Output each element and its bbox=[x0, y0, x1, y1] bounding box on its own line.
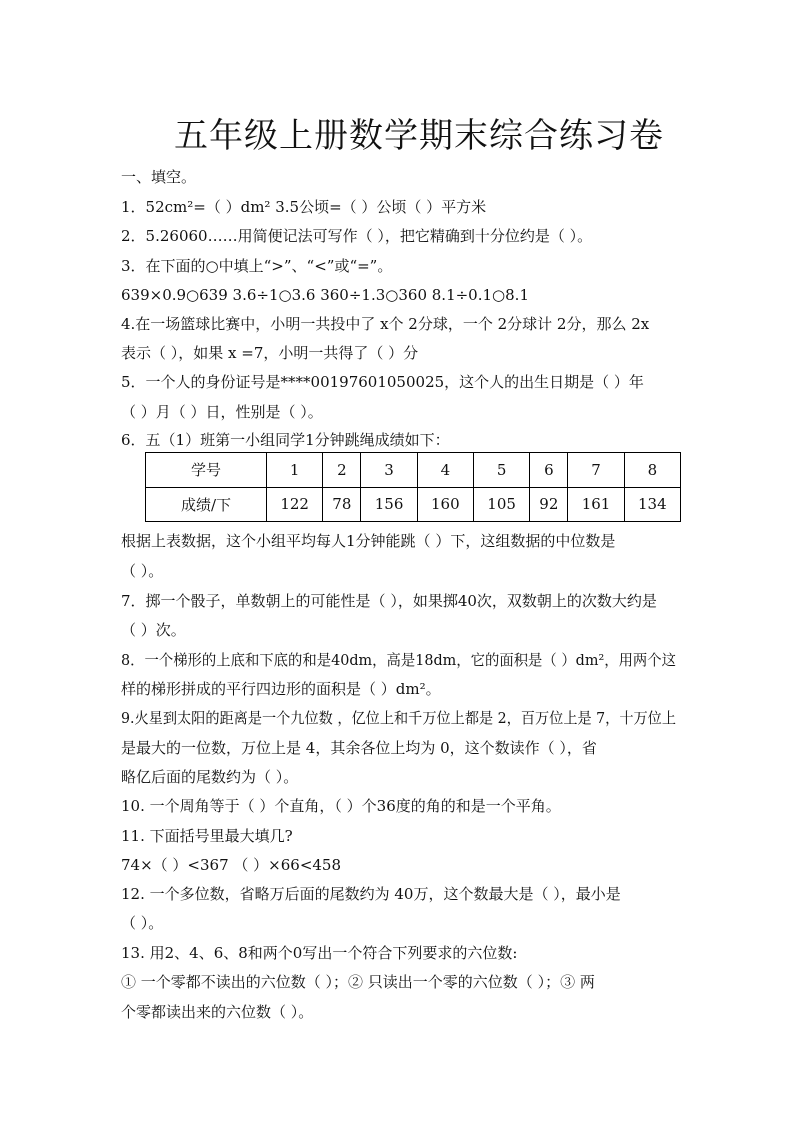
row-label-score: 成绩/下 bbox=[146, 487, 267, 522]
table-cell: 7 bbox=[568, 453, 624, 488]
question-6-line-3: （ ）。 bbox=[121, 562, 164, 580]
question-7-line-2: （ ）次。 bbox=[121, 621, 186, 639]
question-5-line-1: 5．一个人的身份证号是****00197601050025，这个人的出生日期是（ ）年 bbox=[121, 373, 644, 391]
question-13-line-3: 个零都读出来的六位数（ ）。 bbox=[121, 1003, 314, 1021]
question-7-line-1: 7．掷一个骰子，单数朝上的可能性是（ ），如果掷40次，双数朝上的次数大约是 bbox=[121, 592, 657, 610]
question-3: 3．在下面的○中填上“>”、“<”或“=”。 bbox=[121, 257, 393, 275]
table-row bbox=[146, 487, 681, 522]
question-13-line-2: ① 一个零都不读出的六位数（ ）；② 只读出一个零的六位数（ ）；③ 两 bbox=[121, 973, 595, 991]
question-3-items: 639×0.9○639 3.6÷1○3.6 360÷1.3○360 8.1÷0.1○8.1 bbox=[121, 286, 529, 304]
question-8-line-1: 8．一个梯形的上底和下底的和是40dm，高是18dm，它的面积是（ ）dm²，用两个这 bbox=[121, 651, 676, 669]
table-cell: 5 bbox=[473, 453, 529, 488]
question-4-line-2: 表示（ ），如果 x =7，小明一共得了（ ）分 bbox=[121, 344, 419, 362]
table-cell: 134 bbox=[624, 487, 680, 522]
table-cell: 6 bbox=[530, 453, 568, 488]
question-11-items: 74×（ ）<367 （ ）×66<458 bbox=[121, 856, 342, 874]
table-cell: 161 bbox=[568, 487, 624, 522]
question-9-line-3: 略亿后面的尾数约为（ ）。 bbox=[121, 768, 299, 786]
table-cell: 2 bbox=[323, 453, 361, 488]
page-title: 五年级上册数学期末综合练习卷 bbox=[174, 116, 664, 156]
row-label-id: 学号 bbox=[146, 453, 267, 488]
question-9-line-1: 9.火星到太阳的距离是一个九位数 ，亿位上和千万位上都是 2，百万位上是 7，十万位上 bbox=[121, 709, 676, 727]
table-cell: 92 bbox=[530, 487, 568, 522]
question-4-line-1: 4.在一场篮球比赛中，小明一共投中了 x个 2分球，一个 2分球计 2分，那么 2x bbox=[121, 315, 650, 333]
question-11: 11. 下面括号里最大填几? bbox=[121, 827, 293, 845]
question-6-line-2: 根据上表数据，这个小组平均每人1分钟能跳（ ）下，这组数据的中位数是 bbox=[121, 532, 616, 550]
question-12-line-2: （ ）。 bbox=[121, 914, 164, 932]
question-12-line-1: 12. 一个多位数，省略万后面的尾数约为 40万，这个数最大是（ ），最小是 bbox=[121, 885, 621, 903]
table-cell: 78 bbox=[323, 487, 361, 522]
question-13: 13. 用2、4、6、8和两个0写出一个符合下列要求的六位数: bbox=[121, 944, 518, 962]
question-1: 1．52cm²=（ ）dm² 3.5公顷=（ ）公顷（ ）平方米 bbox=[121, 198, 487, 216]
table-cell: 160 bbox=[417, 487, 473, 522]
table-row bbox=[146, 453, 681, 488]
table-cell: 105 bbox=[473, 487, 529, 522]
table-cell: 4 bbox=[417, 453, 473, 488]
table-cell: 1 bbox=[267, 453, 323, 488]
question-5-line-2: （ ）月（ ）日，性别是（ ）。 bbox=[121, 403, 323, 421]
question-9-line-2: 是最大的一位数，万位上是 4，其余各位上均为 0，这个数读作（ ），省 bbox=[121, 739, 597, 757]
jump-rope-table bbox=[145, 452, 681, 522]
table-cell: 8 bbox=[624, 453, 680, 488]
question-8-line-2: 样的梯形拼成的平行四边形的面积是（ ）dm²。 bbox=[121, 680, 441, 698]
question-2: 2．5.26060……用简便记法可写作（ ），把它精确到十分位约是（ ）。 bbox=[121, 227, 593, 245]
question-10: 10. 一个周角等于（ ）个直角，（ ）个36度的角的和是一个平角。 bbox=[121, 797, 561, 815]
section-heading: 一、填空。 bbox=[121, 168, 197, 186]
table-cell: 156 bbox=[361, 487, 417, 522]
question-6: 6．五（1）班第一小组同学1分钟跳绳成绩如下： bbox=[121, 431, 450, 449]
table-cell: 122 bbox=[267, 487, 323, 522]
table-cell: 3 bbox=[361, 453, 417, 488]
